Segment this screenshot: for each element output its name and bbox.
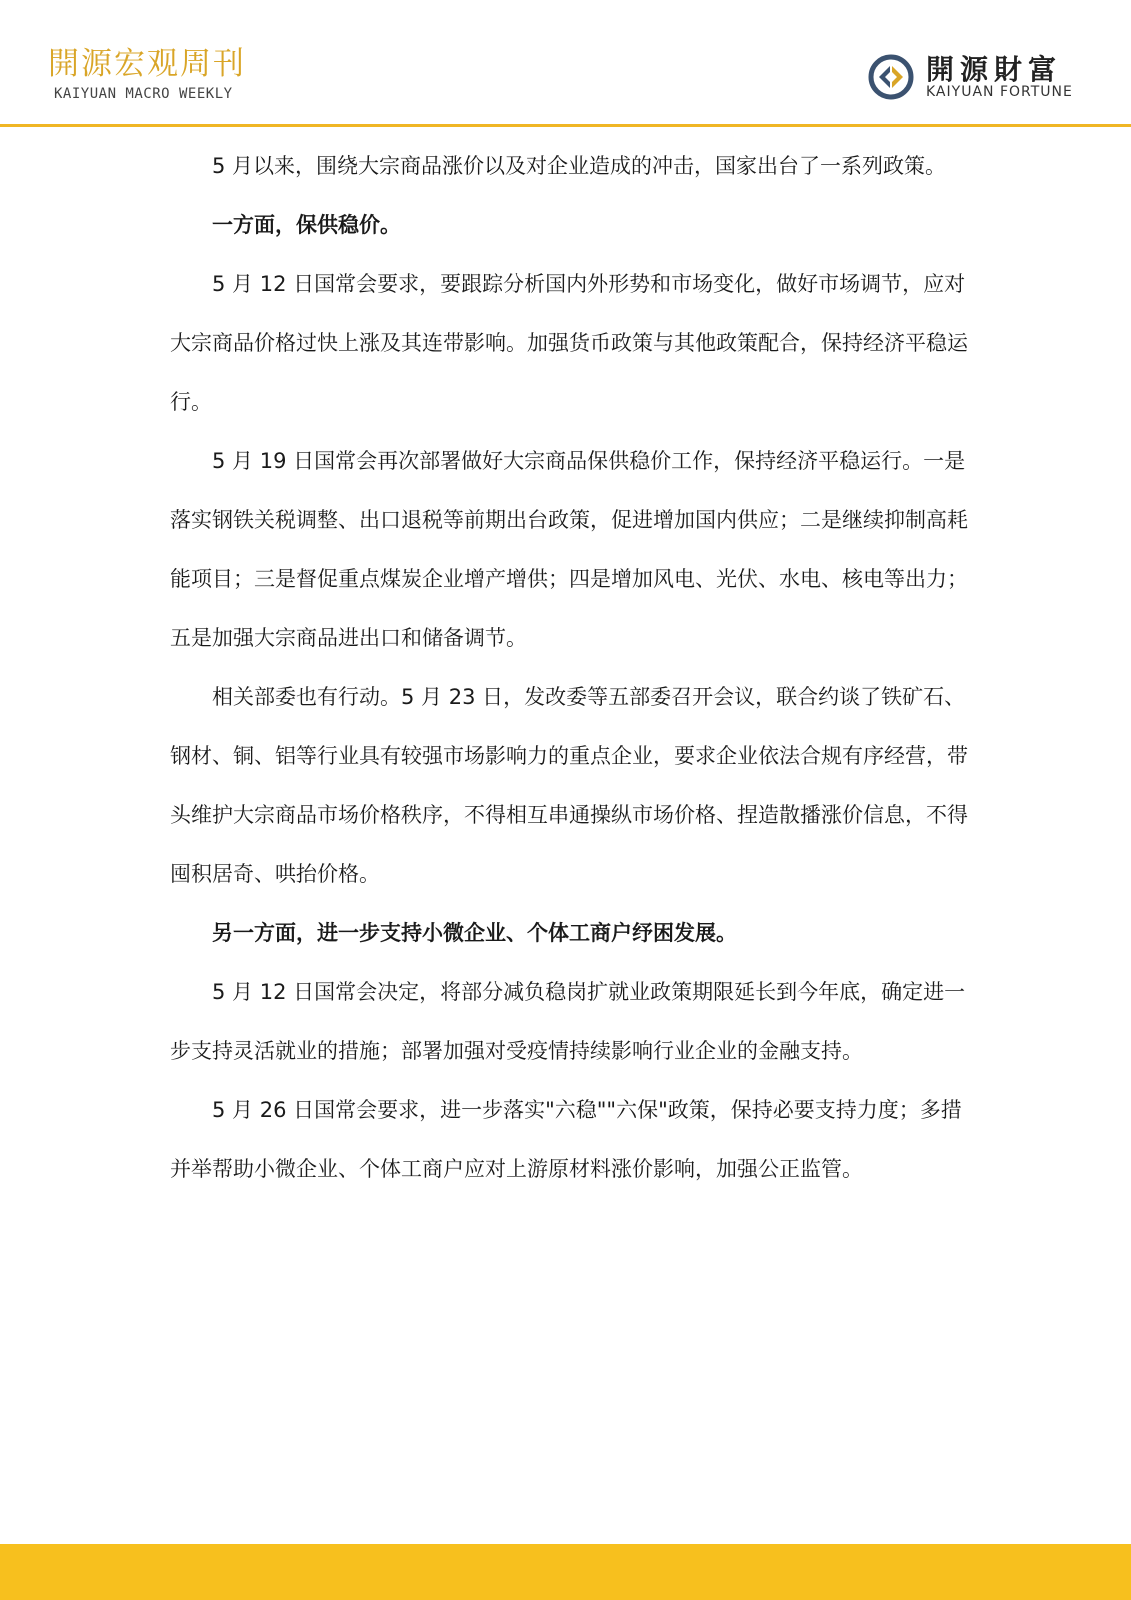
article-body xyxy=(170,137,970,1199)
kaiyuan-logo-icon xyxy=(866,52,916,102)
logo-wordmark-cn: 開源財富 xyxy=(926,53,1063,86)
page-header xyxy=(0,0,1131,126)
footer-bar xyxy=(0,1544,1131,1600)
logo-wordmark-en: KAIYUAN FORTUNE xyxy=(926,84,1073,100)
paragraph: 5 月 26 日国常会要求，进一步落实"六稳""六保"政策，保持必要支持力度；多措并举帮助小微企业、个体工商户应对上游原材料涨价影响，加强公正监管。 xyxy=(170,1098,962,1181)
publication-title: 開源宏观周刊 xyxy=(48,46,246,82)
company-logo xyxy=(866,48,1086,108)
paragraph: 相关部委也有行动。5 月 23 日，发改委等五部委召开会议，联合约谈了铁矿石、钢材、铜、铝等行业具有较强市场影响力的重点企业，要求企业依法合规有序经营，带头维护大宗商品市场价格秩序，不得相互串通操纵市场价格、捏造散播涨价信息，不得囤积居奇、哄抬价格。 xyxy=(170,685,968,886)
paragraph: 5 月 19 日国常会再次部署做好大宗商品保供稳价工作，保持经济平稳运行。一是落实钢铁关税调整、出口退税等前期出台政策，促进增加国内供应；二是继续抑制高耗能项目；三是督促重点煤炭企业增产增供；四是增加风电、光伏、水电、核电等出力；五是加强大宗商品进出口和储备调节。 xyxy=(170,449,968,650)
paragraph: 5 月 12 日国常会要求，要跟踪分析国内外形势和市场变化，做好市场调节，应对大宗商品价格过快上涨及其连带影响。加强货币政策与其他政策配合，保持经济平稳运行。 xyxy=(170,272,968,414)
paragraph: 5 月 12 日国常会决定，将部分减负稳岗扩就业政策期限延长到今年底，确定进一步支持灵活就业的措施；部署加强对受疫情持续影响行业企业的金融支持。 xyxy=(170,980,966,1063)
publication-subtitle: KAIYUAN MACRO WEEKLY xyxy=(54,86,233,102)
header-divider xyxy=(0,124,1131,127)
paragraph: 5 月以来，围绕大宗商品涨价以及对企业造成的冲击，国家出台了一系列政策。 xyxy=(212,154,947,178)
section-heading: 一方面，保供稳价。 xyxy=(212,213,401,237)
section-heading: 另一方面，进一步支持小微企业、个体工商户纾困发展。 xyxy=(212,921,737,945)
